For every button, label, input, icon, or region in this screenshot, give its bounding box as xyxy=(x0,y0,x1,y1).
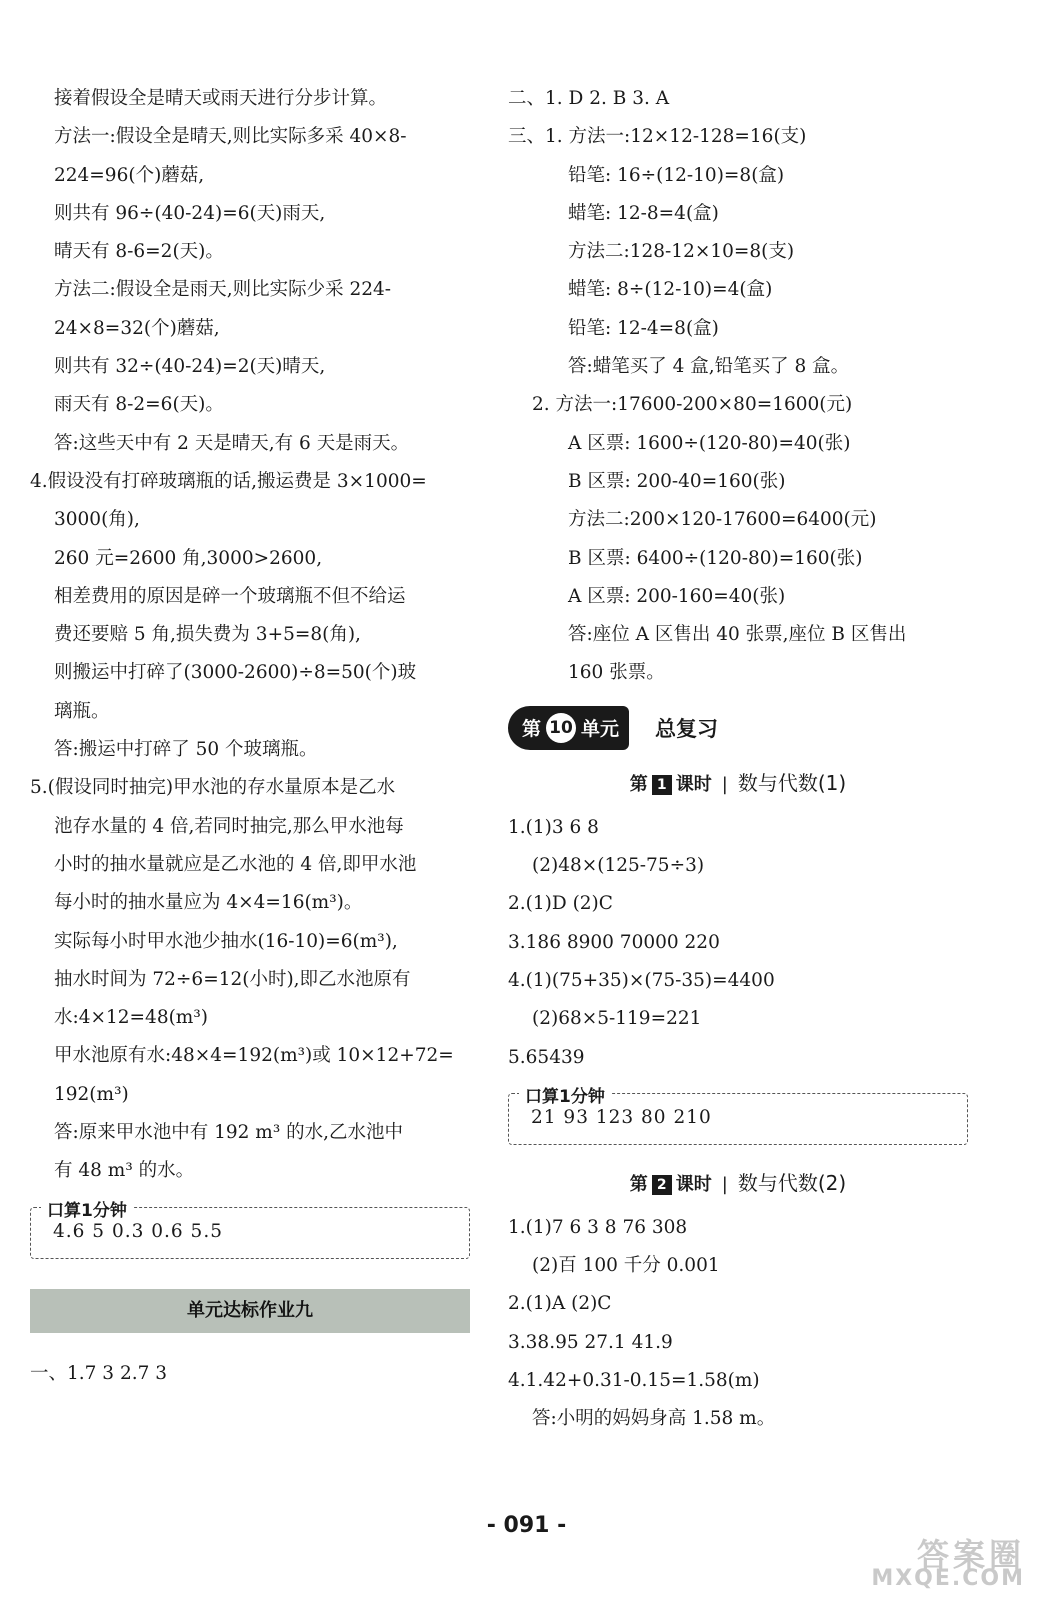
mental-math-box-right xyxy=(508,1086,968,1145)
mental-math-values: 4.6 5 0.3 0.6 5.5 xyxy=(53,1220,223,1242)
lesson-topic: 数与代数(1) xyxy=(737,770,847,795)
lesson-suffix: 课时 xyxy=(675,773,712,795)
answer-line: 实际每小时甲水池少抽水(16-10)=6(m³), xyxy=(54,930,398,952)
answer-line: 雨天有 8-2=6(天)。 xyxy=(54,394,224,416)
answer-line: 蜡笔: 8÷(12-10)=4(盒) xyxy=(568,279,773,301)
answer-line: 2.(1)D (2)C xyxy=(508,893,613,915)
answer-line: 答:原来甲水池中有 192 m³ 的水,乙水池中 xyxy=(54,1122,404,1144)
answer-line: 3000(角), xyxy=(54,509,140,531)
mental-math-values: 21 93 123 80 210 xyxy=(531,1106,712,1128)
answer-line: 水:4×12=48(m³) xyxy=(54,1007,208,1029)
lesson-prefix: 第 xyxy=(629,773,648,795)
answer-line: 4.(1)(75+35)×(75-35)=4400 xyxy=(508,969,775,991)
answer-line: 24×8=32(个)蘑菇, xyxy=(54,317,220,339)
answer-line: 2.(1)A (2)C xyxy=(508,1293,612,1315)
watermark-logo xyxy=(835,1530,1035,1592)
lesson-separator: | xyxy=(721,773,728,795)
answer-line: 答:蜡笔买了 4 盒,铅笔买了 8 盒。 xyxy=(568,356,850,378)
answer-line: 192(m³) xyxy=(54,1083,129,1105)
lesson-separator: | xyxy=(721,1173,728,1195)
answer-line: (2)百 100 千分 0.001 xyxy=(532,1255,720,1277)
mental-math-box-left xyxy=(30,1200,470,1259)
answer-line: 晴天有 8-6=2(天)。 xyxy=(54,241,224,263)
answer-line: 则共有 32÷(40-24)=2(天)晴天, xyxy=(54,356,326,378)
answer-line: 1.(1)3 6 8 xyxy=(508,816,599,838)
answer-line: 260 元=2600 角,3000>2600, xyxy=(54,547,323,569)
answer-line: 费还要赔 5 角,损失费为 3+5=8(角), xyxy=(54,624,361,646)
answer-line: 答:这些天中有 2 天是晴天,有 6 天是雨天。 xyxy=(54,432,410,454)
answer-line: 方法二:假设全是雨天,则比实际少采 224- xyxy=(54,279,392,301)
answer-line: 璃瓶。 xyxy=(54,700,110,722)
answer-line: 每小时的抽水量应为 4×4=16(m³)。 xyxy=(54,892,363,914)
answer-line: 抽水时间为 72÷6=12(小时),即乙水池原有 xyxy=(54,968,411,990)
unit-suffix: 单元 xyxy=(581,718,620,741)
answer-line: 接着假设全是晴天或雨天进行分步计算。 xyxy=(54,88,388,109)
answer-line: 相差费用的原因是碎一个玻璃瓶不但不给运 xyxy=(54,585,406,607)
answer-line: B 区票: 200-40=160(张) xyxy=(568,470,786,492)
answer-line: 1.(1)7 6 3 8 76 308 xyxy=(508,1216,688,1238)
answer-line: 5.(假设同时抽完)甲水池的存水量原本是乙水 xyxy=(30,777,396,799)
answer-line: 铅笔: 12-4=8(盒) xyxy=(568,317,719,339)
answer-line: 小时的抽水量就应是乙水池的 4 倍,即甲水池 xyxy=(54,853,417,875)
lesson-prefix: 第 xyxy=(629,1173,648,1195)
answer-line: 有 48 m³ 的水。 xyxy=(54,1160,195,1182)
watermark-text: 答案圈 xyxy=(916,1536,1025,1574)
answer-line: (2)68×5-119=221 xyxy=(532,1008,702,1030)
mental-math-title: 口算1分钟 xyxy=(519,1082,611,1107)
answer-line: 160 张票。 xyxy=(568,662,665,684)
lesson-topic: 数与代数(2) xyxy=(737,1170,847,1195)
lesson-2-answers xyxy=(508,1209,968,1439)
answer-line: 甲水池原有水:48×4=192(m³)或 10×12+72= xyxy=(54,1045,454,1067)
answer-line: 则共有 96÷(40-24)=6(天)雨天, xyxy=(54,202,326,224)
answer-line: 2. 方法一:17600-200×80=1600(元) xyxy=(532,394,853,416)
answer-line: 224=96(个)蘑菇, xyxy=(54,164,205,186)
lesson-1-answers xyxy=(508,809,968,1077)
answer-line: (2)48×(125-75÷3) xyxy=(532,855,705,877)
answer-line: 方法二:128-12×10=8(支) xyxy=(568,241,795,263)
answer-line: 方法一:假设全是晴天,则比实际多采 40×8- xyxy=(54,126,407,148)
unit-title: 总复习 xyxy=(655,716,719,741)
lesson-number: 1 xyxy=(652,775,672,795)
answer-line: 4.1.42+0.31-0.15=1.58(m) xyxy=(508,1370,760,1392)
answer-line: 答:座位 A 区售出 40 张票,座位 B 区售出 xyxy=(568,624,907,646)
lesson-suffix: 课时 xyxy=(675,1173,712,1195)
answer-line: 答:小明的妈妈身高 1.58 m。 xyxy=(532,1408,776,1430)
unit-badge xyxy=(508,706,629,750)
unit-number: 10 xyxy=(546,713,576,743)
answer-line: A 区票: 200-160=40(张) xyxy=(568,585,786,607)
answer-line: 二、1. D 2. B 3. A xyxy=(508,88,670,109)
answer-line: 答:搬运中打碎了 50 个玻璃瓶。 xyxy=(54,739,318,761)
right-answer-lines xyxy=(508,80,968,693)
answer-line: 5.65439 xyxy=(508,1046,585,1068)
lesson-header-2 xyxy=(508,1163,968,1203)
answer-line: 4.假设没有打碎玻璃瓶的话,搬运费是 3×1000= xyxy=(30,470,427,492)
answer-line: 3.38.95 27.1 41.9 xyxy=(508,1331,673,1353)
answer-line: B 区票: 6400÷(120-80)=160(张) xyxy=(568,547,863,569)
answer-line: 三、1. 方法一:12×12-128=16(支) xyxy=(508,126,807,148)
answer-line: 方法二:200×120-17600=6400(元) xyxy=(568,509,877,531)
answer-line: 蜡笔: 12-8=4(盒) xyxy=(568,202,719,224)
left-column xyxy=(30,80,470,1393)
unit-header xyxy=(508,701,968,755)
answer-line: 一、1.7 3 2.7 3 xyxy=(30,1362,168,1384)
answer-line: 则搬运中打碎了(3000-2600)÷8=50(个)玻 xyxy=(54,662,417,684)
lesson-number: 2 xyxy=(652,1175,672,1195)
left-answer-lines xyxy=(30,80,470,1191)
answer-line: 铅笔: 16÷(12-10)=8(盒) xyxy=(568,164,785,186)
unit-prefix: 第 xyxy=(522,718,542,741)
unit-test-banner: 单元达标作业九 xyxy=(30,1289,470,1333)
page-number: - 091 - xyxy=(486,1513,567,1538)
watermark-url: MXQE.COM xyxy=(871,1566,1025,1591)
answer-line: A 区票: 1600÷(120-80)=40(张) xyxy=(568,432,851,454)
answer-line: 池存水量的 4 倍,若同时抽完,那么甲水池每 xyxy=(54,815,404,837)
mental-math-title: 口算1分钟 xyxy=(41,1196,133,1221)
right-column xyxy=(508,80,968,1439)
lesson-header-1 xyxy=(508,763,968,803)
answer-line: 3.186 8900 70000 220 xyxy=(508,931,720,953)
